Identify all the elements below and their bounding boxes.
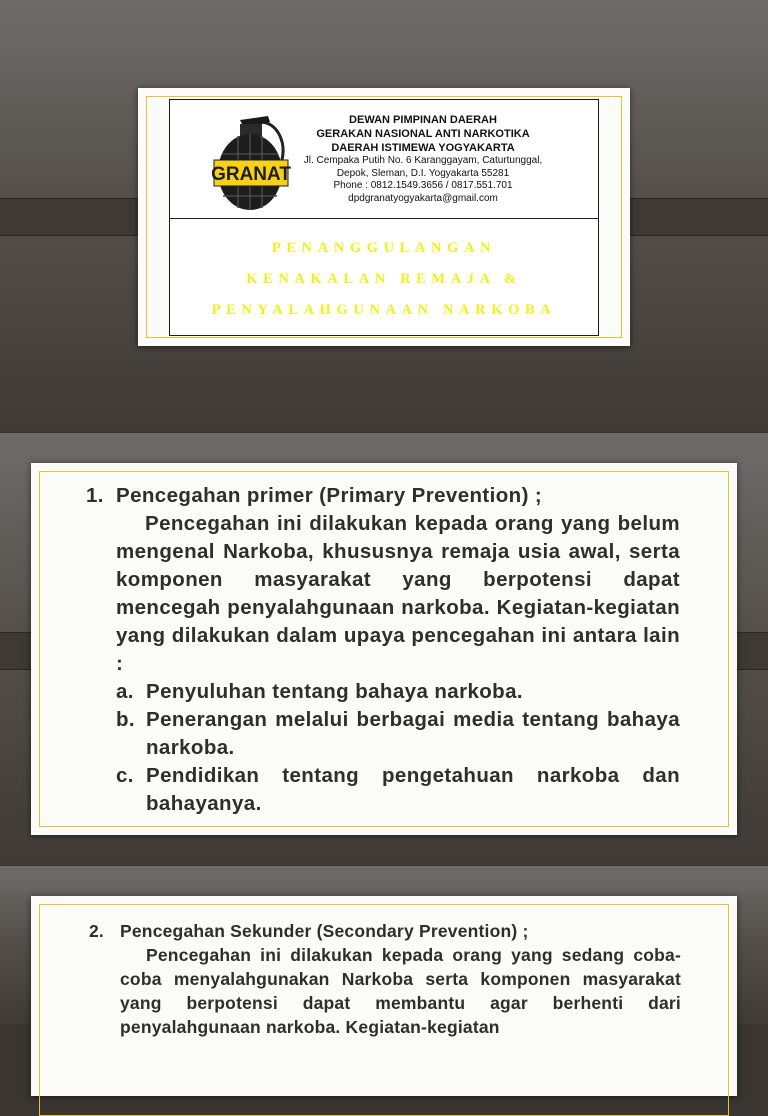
item-heading: Pencegahan Sekunder (Secondary Prevention) ; (120, 921, 529, 941)
content-card (31, 896, 737, 1096)
item-number: 2. (89, 921, 104, 941)
sub-item-letter: b. (116, 708, 136, 731)
sub-item-text: Penerangan melalui berbagai media tentang bahaya narkoba. (146, 708, 680, 759)
address-line: Depok, Sleman, D.I. Yogyakarta 55281 (336, 167, 510, 179)
slide-title (0, 0, 768, 432)
content-body (86, 482, 680, 818)
content-body (89, 919, 681, 1039)
sub-item-letter: c. (116, 764, 134, 787)
sub-list (116, 678, 680, 818)
left-tab-decoration (0, 198, 155, 236)
item-number: 1. (86, 484, 104, 507)
slide-primary-prevention (0, 433, 768, 865)
logo-text: GRANAT (211, 164, 291, 185)
content-card (31, 463, 737, 835)
document-title (170, 219, 598, 336)
list-item (86, 482, 680, 678)
phone-line: Phone : 0812.1549.3656 / 0817.551.701 (333, 180, 513, 191)
title-line: KENAKALAN REMAJA & (246, 271, 522, 287)
letterhead (169, 99, 599, 336)
item-paragraph: Pencegahan ini dilakukan kepada orang yang sedang coba-coba menyalahgunakan Narkoba serta komponen masyarakat yang berpotensi dapat membantu agar berhenti dari penyalahgunaan narkoba. Kegiatan-kegiatan (120, 945, 681, 1037)
sub-item-text: Penyuluhan tentang bahaya narkoba. (146, 680, 523, 703)
address-line: Jl. Cempaka Putih No. 6 Karanggayam, Caturtunggal, (303, 155, 543, 166)
granat-grenade-logo-icon (210, 112, 292, 214)
item-heading: Pencegahan primer (Primary Prevention) ; (116, 484, 543, 507)
email-line: dpdgranatyogyakarta@gmail.com (348, 192, 498, 204)
sub-list-item (116, 678, 680, 706)
org-line: GERAKAN NASIONAL ANTI NARKOTIKA (316, 128, 530, 140)
letterhead-header (170, 100, 598, 219)
sub-item-text: Pendidikan tentang pengetahuan narkoba dan bahayanya. (146, 764, 680, 815)
organization-info (290, 113, 556, 205)
list-item (89, 919, 681, 1039)
title-card (138, 88, 630, 346)
org-line: DEWAN PIMPINAN DAERAH (349, 114, 497, 126)
org-line: DAERAH ISTIMEWA YOGYAKARTA (331, 142, 515, 154)
title-line: PENANGGULANGAN (271, 240, 497, 256)
sub-item-letter: a. (116, 680, 134, 703)
sub-list-item (116, 762, 680, 818)
title-line: PENYALAHGUNAAN NARKOBA (211, 302, 557, 318)
right-tab-decoration (613, 198, 768, 236)
slide-secondary-prevention (0, 866, 768, 1037)
item-paragraph: Pencegahan ini dilakukan kepada orang yang belum mengenal Narkoba, khususnya remaja usia awal, serta komponen masyarakat yang berpotensi dapat mencegah penyalahgunaan narkoba. Kegiatan-kegiatan yang dilakukan dalam upaya pencegahan ini antara lain : (116, 512, 680, 675)
sub-list-item (116, 706, 680, 762)
